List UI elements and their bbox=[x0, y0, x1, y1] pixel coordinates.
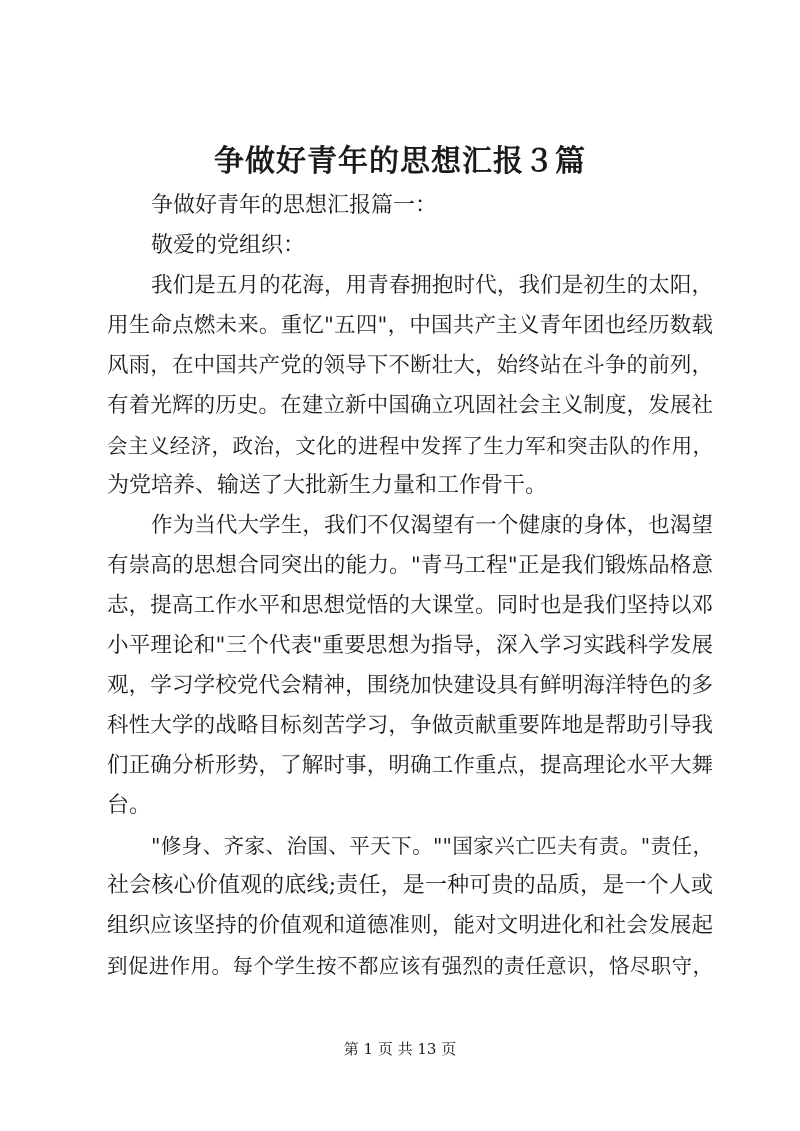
paragraph-2-line-3: 志，提高工作水平和思想觉悟的大课堂。同时也是我们坚持以邓 bbox=[107, 593, 713, 618]
paragraph-2-line-5: 观，学习学校党代会精神，围绕加快建设具有鲜明海洋特色的多 bbox=[107, 673, 713, 698]
paragraph-1-line-1: 我们是五月的花海，用青春拥抱时代，我们是初生的太阳， bbox=[151, 273, 713, 298]
paragraph-3-line-2: 社会核心价值观的底线;责任，是一种可贵的品质，是一个人或 bbox=[107, 873, 713, 898]
paragraph-2-line-6: 科性大学的战略目标刻苦学习，争做贡献重要阵地是帮助引导我 bbox=[107, 713, 713, 738]
paragraph-1-line-3: 风雨，在中国共产党的领导下不断壮大，始终站在斗争的前列， bbox=[107, 353, 713, 378]
paragraph-2-line-7: 们正确分析形势，了解时事，明确工作重点，提高理论水平大舞 bbox=[107, 753, 713, 778]
section-heading: 争做好青年的思想汇报篇一： bbox=[151, 193, 438, 218]
paragraph-1-line-2: 用生命点燃未来。重忆"五四"，中国共产主义青年团也经历数载 bbox=[107, 313, 713, 338]
document-body bbox=[107, 186, 713, 986]
document-title: 争做好青年的思想汇报３篇 bbox=[214, 144, 586, 179]
page-footer: 第 1 页 共 13 页 bbox=[343, 1040, 457, 1058]
salutation: 敬爱的党组织： bbox=[151, 233, 306, 258]
paragraph-3-line-4: 到促进作用。每个学生按不都应该有强烈的责任意识，恪尽职守， bbox=[107, 954, 713, 978]
paragraph-2-line-2: 有崇高的思想合同突出的能力。"青马工程"正是我们锻炼品格意 bbox=[107, 553, 713, 578]
paragraph-3-line-1: "修身、齐家、治国、平天下。""国家兴亡匹夫有责。"责任， bbox=[151, 834, 713, 858]
paragraph-1-line-4: 有着光辉的历史。在建立新中国确立巩固社会主义制度，发展社 bbox=[107, 393, 713, 418]
paragraph-2-line-4: 小平理论和"三个代表"重要思想为指导，深入学习实践科学发展 bbox=[107, 633, 713, 658]
paragraph-1-line-6: 为党培养、输送了大批新生力量和工作骨干。 bbox=[107, 473, 548, 498]
paragraph-2-line-8: 台。 bbox=[107, 793, 152, 818]
paragraph-3-line-3: 组织应该坚持的价值观和道德准则，能对文明进化和社会发展起 bbox=[107, 913, 713, 938]
paragraph-1-line-5: 会主义经济，政治，文化的进程中发挥了生力军和突击队的作用， bbox=[107, 434, 713, 458]
paragraph-2-line-1: 作为当代大学生，我们不仅渴望有一个健康的身体，也渴望 bbox=[151, 513, 713, 538]
